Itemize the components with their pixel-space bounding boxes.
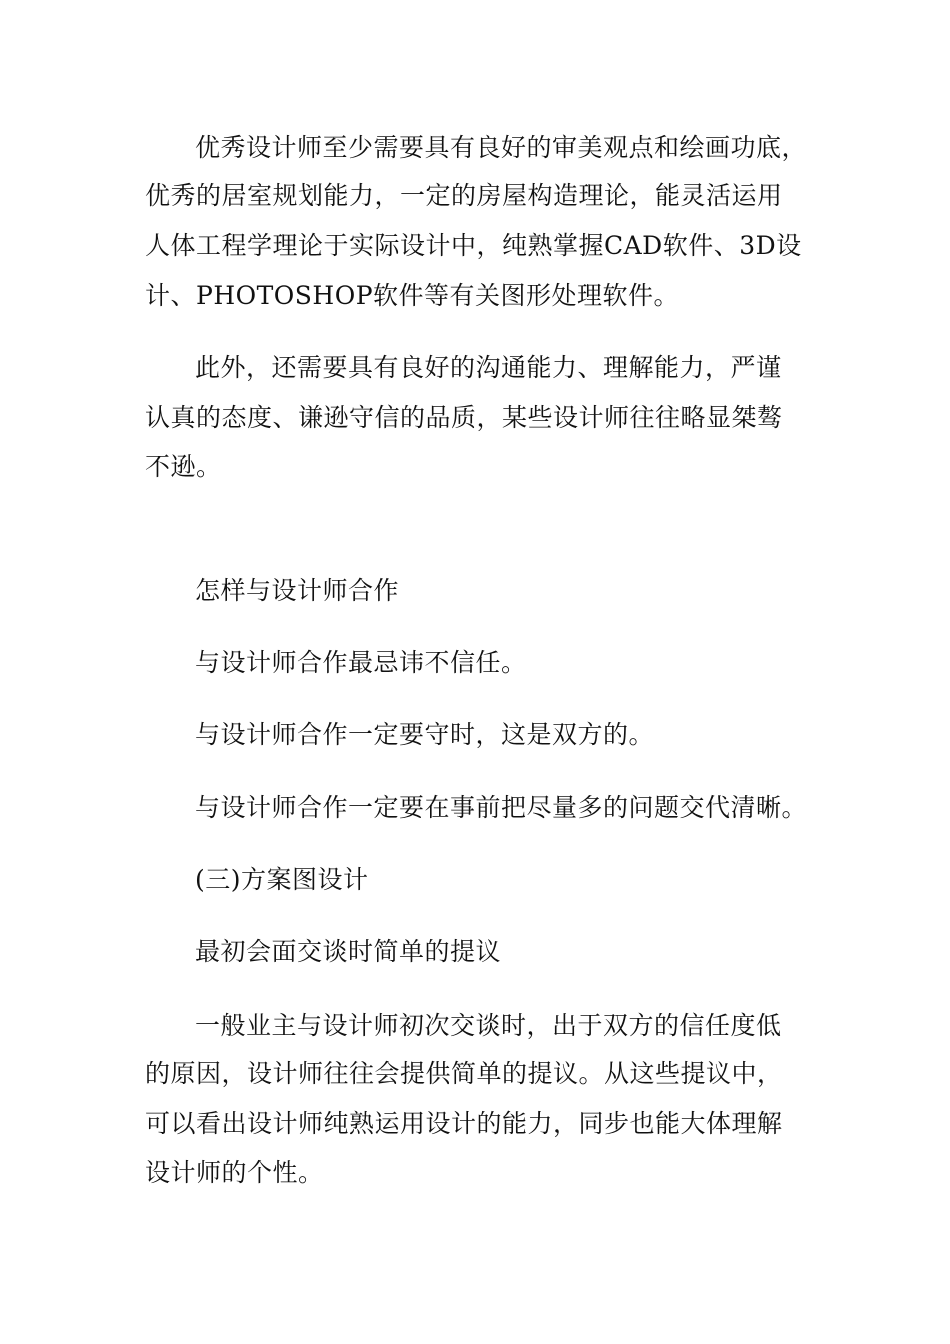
- section-heading: 怎样与设计师合作: [195, 576, 400, 605]
- paragraph-line: 此外，还需要具有良好的沟通能力、理解能力，严谨: [195, 353, 782, 382]
- section-heading: (三)方案图设计: [195, 865, 369, 894]
- paragraph-line: 可以看出设计师纯熟运用设计的能力，同步也能大体理解: [145, 1109, 783, 1138]
- paragraph-line: 的原因，设计师往往会提供简单的提议。从这些提议中，: [145, 1059, 783, 1088]
- paragraph-line: 优秀设计师至少需要具有良好的审美观点和绘画功底，: [195, 133, 808, 162]
- paragraph-line: 人体工程学理论于实际设计中，纯熟掌握CAD软件、3D设: [145, 231, 802, 260]
- list-item: 与设计师合作最忌讳不信任。: [195, 648, 527, 677]
- list-item: 与设计师合作一定要在事前把尽量多的问题交代清晰。: [195, 793, 808, 822]
- paragraph-line: 计、PHOTOSHOP软件等有关图形处理软件。: [145, 281, 680, 310]
- paragraph-line: 优秀的居室规划能力，一定的房屋构造理论，能灵活运用: [145, 181, 783, 210]
- list-item: 与设计师合作一定要守时，这是双方的。: [195, 720, 655, 749]
- paragraph-line: 不逊。: [145, 452, 222, 481]
- paragraph-line: 一般业主与设计师初次交谈时，出于双方的信任度低: [195, 1011, 782, 1040]
- paragraph-line: 设计师的个性。: [145, 1158, 324, 1187]
- section-heading: 最初会面交谈时简单的提议: [195, 937, 502, 966]
- paragraph-line: 认真的态度、谦逊守信的品质，某些设计师往往略显桀骜: [145, 403, 783, 432]
